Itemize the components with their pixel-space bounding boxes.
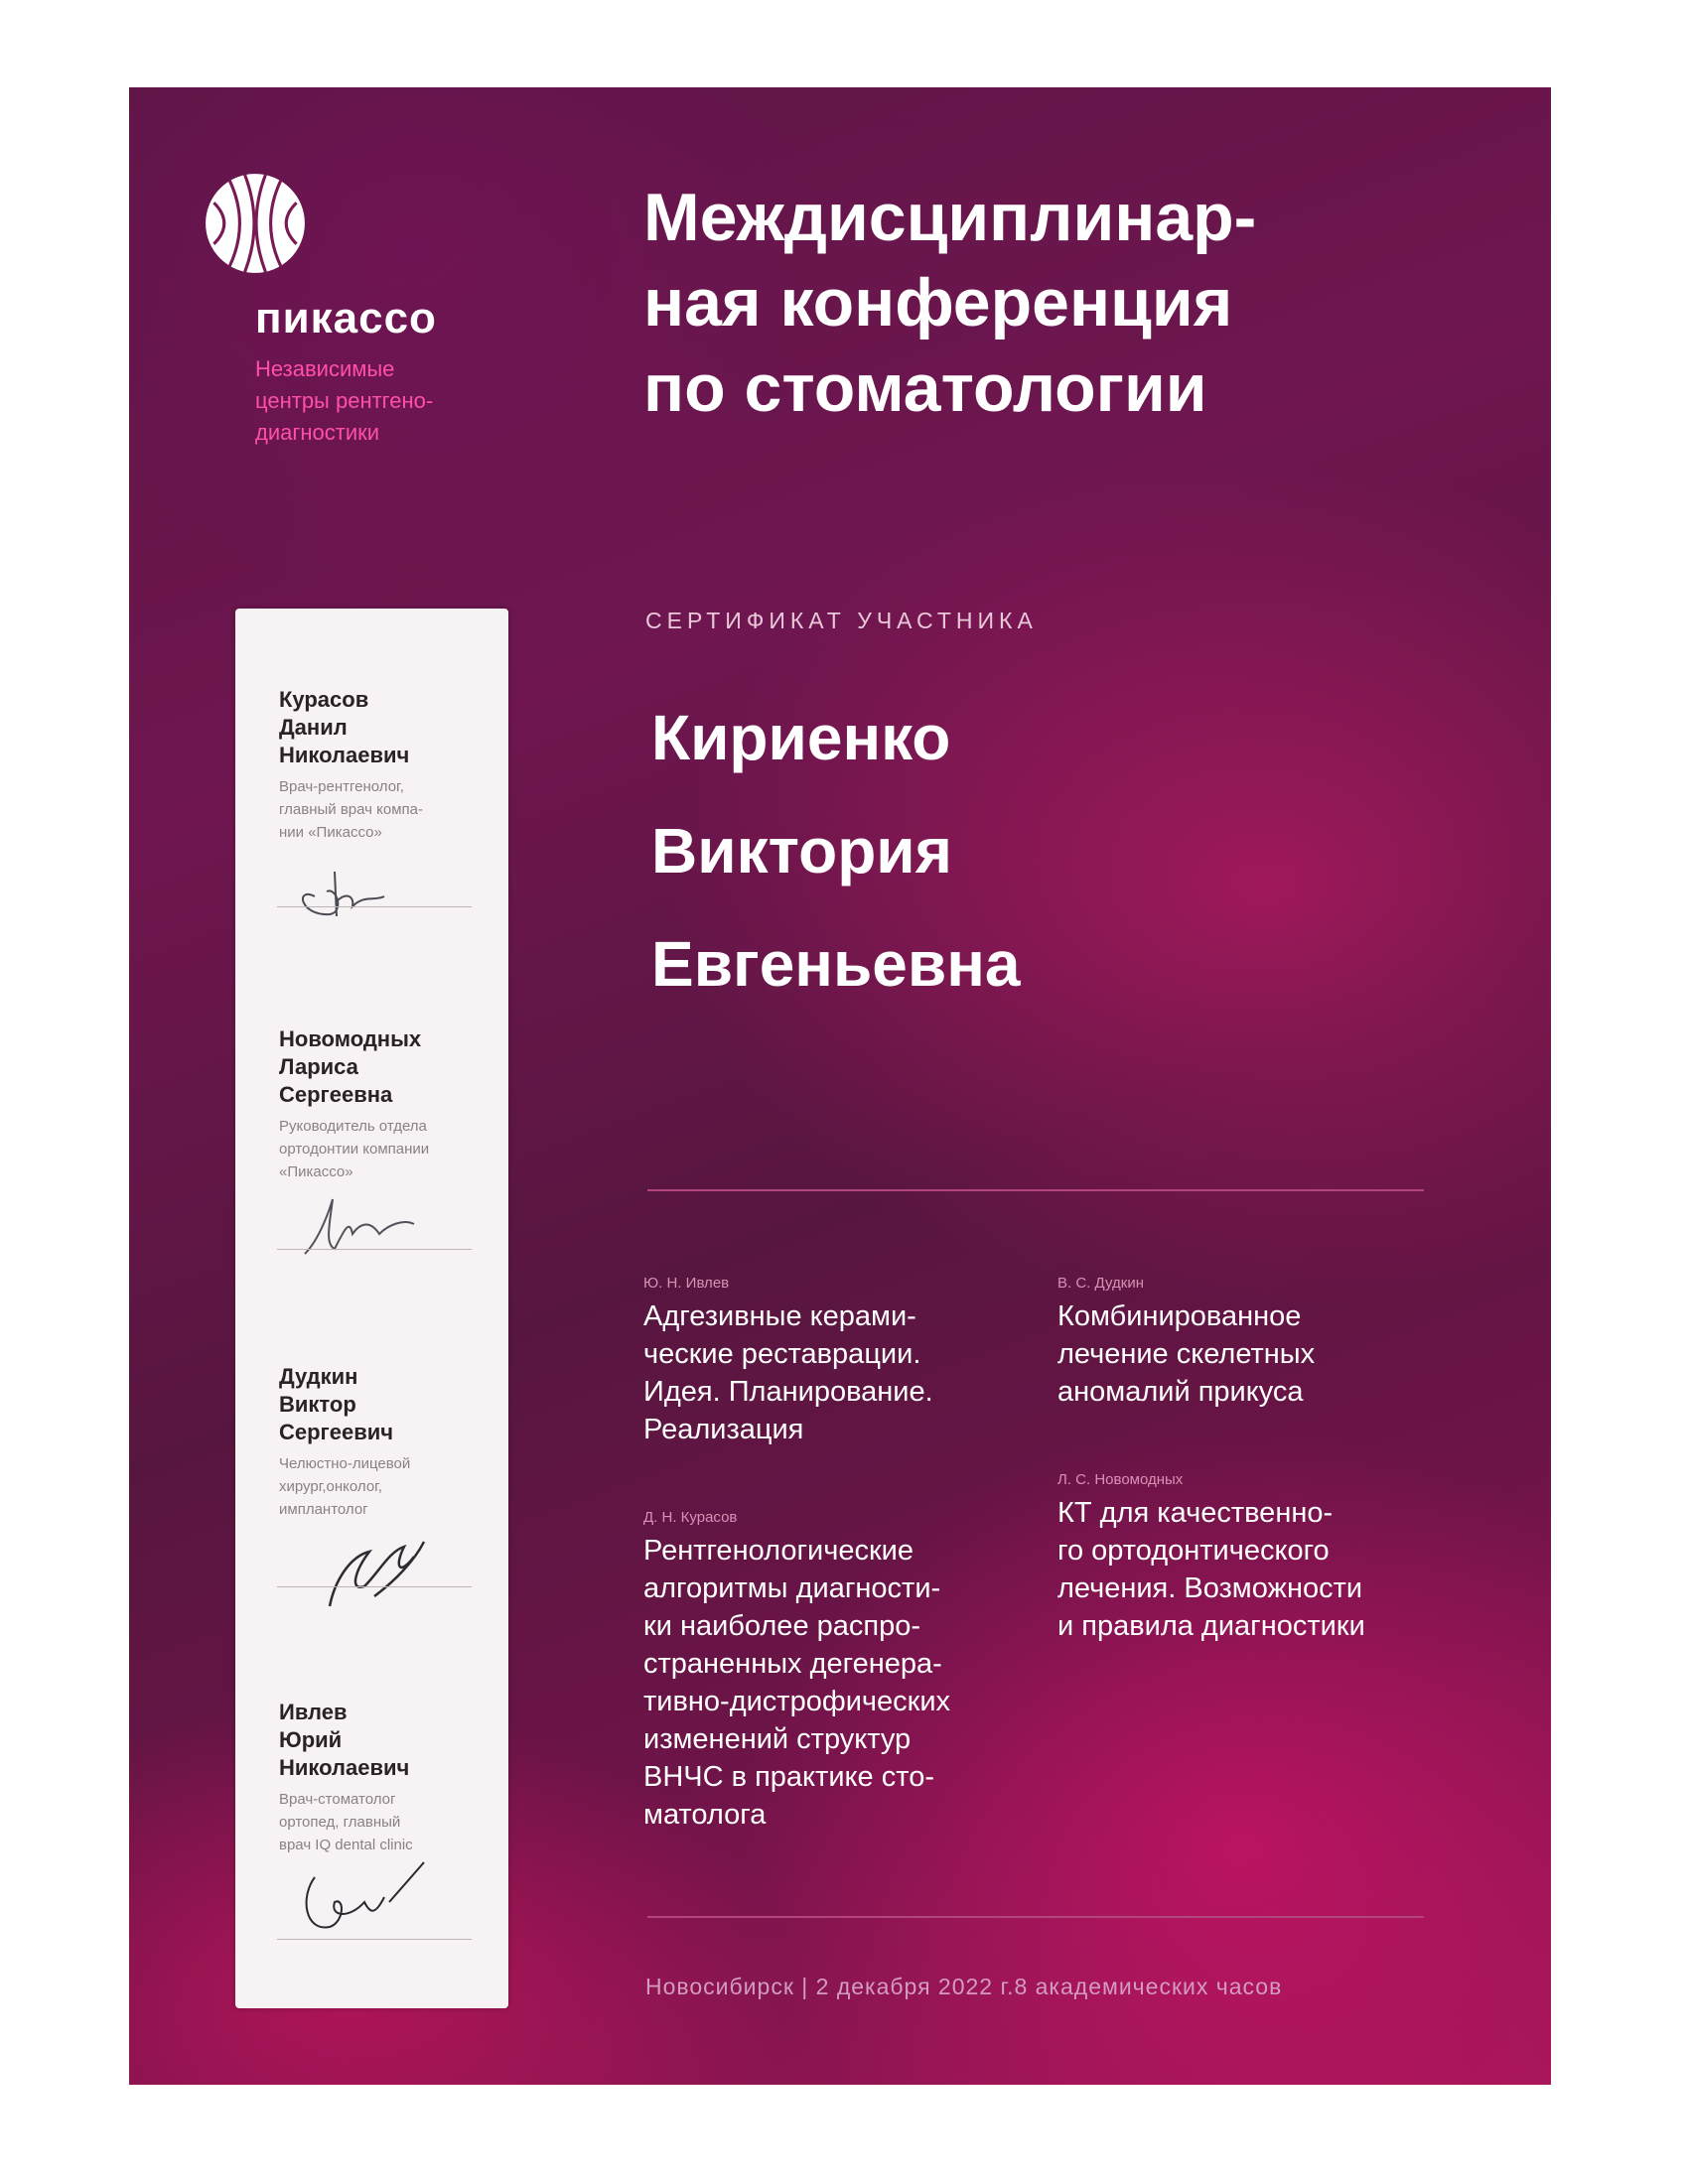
brand-name: пикассо — [255, 294, 437, 342]
signature-line — [277, 906, 472, 907]
picasso-logo-icon — [204, 172, 307, 275]
signature-icon — [275, 847, 474, 936]
lecture-item — [643, 1275, 1031, 1448]
signatory-role: Врач-рентгенолог, главный врач компа- нии «Пикассо» — [279, 778, 423, 841]
lecture-item — [1057, 1471, 1445, 1645]
signatory-name: Курасов Данил Николаевич — [279, 687, 410, 767]
certificate — [129, 87, 1551, 2085]
signatory-role: Руководитель отдела ортодонтии компании «Пикассо» — [279, 1118, 430, 1180]
divider — [647, 1189, 1424, 1191]
signature-icon — [275, 1179, 474, 1269]
lecture-author: Ю. Н. Ивлев — [643, 1275, 730, 1292]
divider — [647, 1916, 1424, 1918]
brand-subtitle: Независимые центры рентгено- диагностики — [255, 356, 434, 445]
signatory — [279, 686, 497, 844]
signature-icon — [275, 1857, 474, 1947]
signatory — [279, 1363, 497, 1521]
signatory-role: Челюстно-лицевой хирург,онколог, имплантолог — [279, 1455, 411, 1518]
signature-line — [277, 1586, 472, 1587]
signature-line — [277, 1939, 472, 1940]
lecture-title: Адгезивные керами- ческие реставрации. Идея. Планирование. Реализация — [643, 1300, 933, 1445]
signatory — [279, 1025, 497, 1183]
conference-title: Междисциплинар- ная конференция по стоматологии — [643, 180, 1257, 426]
lecture-author: Д. Н. Курасов — [643, 1509, 738, 1526]
lecture-title: Рентгенологические алгоритмы диагности- ки наиболее распро- страненных дегенера- тивно-дистрофических изменений структур ВНЧС в практике сто- матолога — [643, 1535, 951, 1831]
lecture-author: В. С. Дудкин — [1057, 1275, 1144, 1292]
lecture-item — [643, 1509, 1031, 1834]
lecture-author: Л. С. Новомодных — [1057, 1471, 1184, 1488]
signatory-name: Новомодных Лариса Сергеевна — [279, 1026, 422, 1107]
signatory-role: Врач-стоматолог ортопед, главный врач IQ dental clinic — [279, 1791, 413, 1853]
signatory — [279, 1699, 497, 1856]
signatory-name: Дудкин Виктор Сергеевич — [279, 1364, 394, 1444]
signature-icon — [275, 1522, 474, 1611]
lecture-title: КТ для качественно- го ортодонтического лечения. Возможности и правила диагностики — [1057, 1497, 1365, 1642]
signatories-panel — [235, 609, 508, 2008]
lecture-item — [1057, 1275, 1445, 1411]
participant-name: Кириенко Виктория Евгеньевна — [651, 702, 1021, 1000]
lecture-title: Комбинированное лечение скелетных аномалий прикуса — [1057, 1300, 1316, 1408]
footer-location-date: Новосибирск | 2 декабря 2022 г.8 академических часов — [645, 1974, 1283, 1999]
certificate-label: СЕРТИФИКАТ УЧАСТНИКА — [645, 608, 1038, 633]
signature-line — [277, 1249, 472, 1250]
signatory-name: Ивлев Юрий Николаевич — [279, 1700, 410, 1780]
